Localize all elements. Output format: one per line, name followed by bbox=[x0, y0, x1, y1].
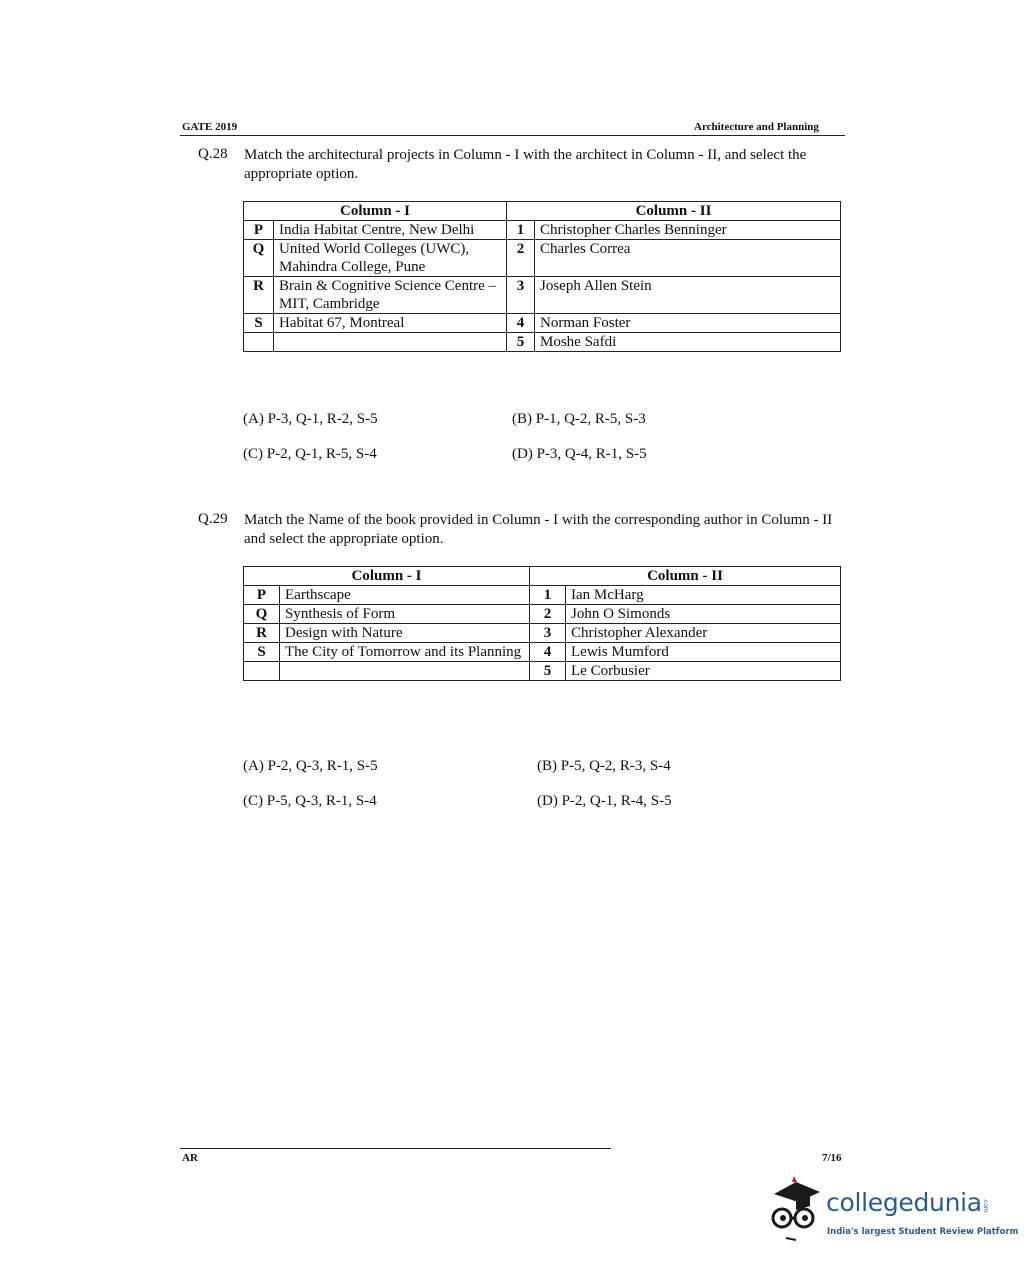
column-1-item: United World Colleges (UWC), Mahindra College, Pune bbox=[274, 240, 507, 277]
option-b[interactable]: (B) P-1, Q-2, R-5, S-3 bbox=[512, 411, 646, 427]
row-number: 1 bbox=[530, 586, 566, 605]
option-d[interactable]: (D) P-3, Q-4, R-1, S-5 bbox=[512, 446, 647, 462]
table-row bbox=[244, 221, 841, 240]
paper-code: AR bbox=[182, 1152, 198, 1164]
column-1-item: Design with Nature bbox=[280, 624, 530, 643]
column-1-item: India Habitat Centre, New Delhi bbox=[274, 221, 507, 240]
row-number: 5 bbox=[530, 662, 566, 681]
table-row bbox=[244, 314, 841, 333]
column-1-header: Column - I bbox=[244, 567, 530, 586]
table-row bbox=[244, 662, 841, 681]
row-letter: P bbox=[244, 221, 274, 240]
column-1-item: The City of Tomorrow and its Planning bbox=[280, 643, 530, 662]
row-number: 3 bbox=[530, 624, 566, 643]
row-letter: S bbox=[244, 643, 280, 662]
row-number: 2 bbox=[507, 240, 535, 277]
option-a[interactable]: (A) P-3, Q-1, R-2, S-5 bbox=[243, 411, 378, 427]
table-row bbox=[244, 333, 841, 352]
column-2-item: Le Corbusier bbox=[566, 662, 841, 681]
page-number: 7/16 bbox=[822, 1152, 842, 1164]
question-number: Q.29 bbox=[198, 511, 228, 527]
row-number: 4 bbox=[530, 643, 566, 662]
row-letter: P bbox=[244, 586, 280, 605]
row-number: 1 bbox=[507, 221, 535, 240]
question-text: Match the architectural projects in Column - I with the architect in Column - II, and select the appropriate option. bbox=[244, 147, 807, 182]
row-number: 2 bbox=[530, 605, 566, 624]
column-2-item: Ian McHarg bbox=[566, 586, 841, 605]
table-row bbox=[244, 586, 841, 605]
brand-domain: .com bbox=[982, 1198, 989, 1213]
question-number: Q.28 bbox=[198, 146, 228, 162]
row-letter: Q bbox=[244, 240, 274, 277]
match-table bbox=[243, 201, 841, 352]
column-2-header: Column - II bbox=[507, 202, 841, 221]
column-2-item: Lewis Mumford bbox=[566, 643, 841, 662]
column-2-item: Norman Foster bbox=[535, 314, 841, 333]
row-number: 5 bbox=[507, 333, 535, 352]
table-row bbox=[244, 277, 841, 314]
column-1-item: Brain & Cognitive Science Centre – MIT, Cambridge bbox=[274, 277, 507, 314]
table-row bbox=[244, 624, 841, 643]
column-1-item: Synthesis of Form bbox=[280, 605, 530, 624]
brand-name: collegedunia bbox=[826, 1188, 982, 1217]
column-1-item: Earthscape bbox=[280, 586, 530, 605]
column-1-item: Habitat 67, Montreal bbox=[274, 314, 507, 333]
row-letter: R bbox=[244, 277, 274, 314]
question-text: Match the Name of the book provided in Column - I with the corresponding author in Column - II and select the appropriate option. bbox=[244, 512, 833, 547]
column-2-item: Charles Correa bbox=[535, 240, 841, 277]
row-number: 4 bbox=[507, 314, 535, 333]
mascot-icon bbox=[766, 1176, 828, 1248]
row-letter: Q bbox=[244, 605, 280, 624]
row-letter: R bbox=[244, 624, 280, 643]
column-1-item bbox=[274, 333, 507, 352]
row-letter: S bbox=[244, 314, 274, 333]
row-number: 3 bbox=[507, 277, 535, 314]
option-c[interactable]: (C) P-5, Q-3, R-1, S-4 bbox=[243, 793, 377, 809]
column-1-header: Column - I bbox=[244, 202, 507, 221]
match-table bbox=[243, 566, 841, 681]
column-2-item: Christopher Charles Benninger bbox=[535, 221, 841, 240]
option-d[interactable]: (D) P-2, Q-1, R-4, S-5 bbox=[537, 793, 672, 809]
column-2-item: Christopher Alexander bbox=[566, 624, 841, 643]
brand-tagline: India's largest Student Review Platform bbox=[827, 1227, 1019, 1237]
subject-title: Architecture and Planning bbox=[694, 121, 819, 133]
column-2-item: Joseph Allen Stein bbox=[535, 277, 841, 314]
table-row bbox=[244, 240, 841, 277]
option-a[interactable]: (A) P-2, Q-3, R-1, S-5 bbox=[243, 758, 378, 774]
option-c[interactable]: (C) P-2, Q-1, R-5, S-4 bbox=[243, 446, 377, 462]
table-row bbox=[244, 605, 841, 624]
header-divider bbox=[180, 135, 845, 136]
column-1-item bbox=[280, 662, 530, 681]
table-row bbox=[244, 643, 841, 662]
row-letter bbox=[244, 662, 280, 681]
exam-title: GATE 2019 bbox=[182, 121, 238, 133]
footer-divider bbox=[180, 1148, 611, 1149]
column-2-item: John O Simonds bbox=[566, 605, 841, 624]
option-b[interactable]: (B) P-5, Q-2, R-3, S-4 bbox=[537, 758, 671, 774]
column-2-item: Moshe Safdi bbox=[535, 333, 841, 352]
row-letter bbox=[244, 333, 274, 352]
column-2-header: Column - II bbox=[530, 567, 841, 586]
